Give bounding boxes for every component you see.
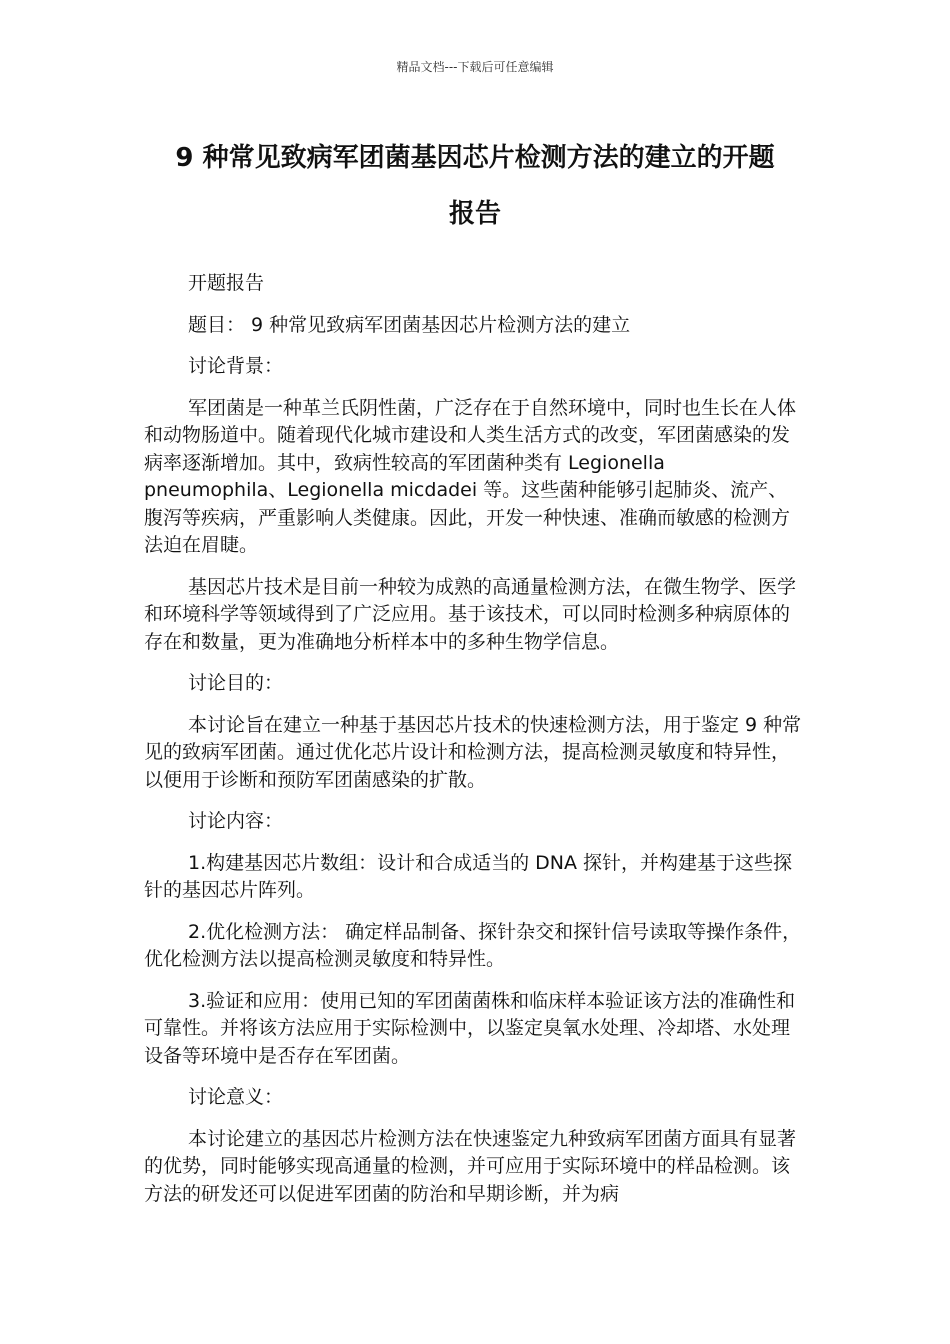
paragraph-content-2: 2.优化检测方法： 确定样品制备、探针杂交和探针信号读取等操作条件，优化检测方法以提高检测灵敏度和特异性。 <box>144 920 802 970</box>
section-label-background: 讨论背景： <box>188 355 284 377</box>
section-label-purpose: 讨论目的： <box>188 672 284 694</box>
document-body <box>144 270 806 1222</box>
title-line-2: 报告 <box>448 199 501 229</box>
paragraph-background-2: 基因芯片技术是目前一种较为成熟的高通量检测方法，在微生物学、医学和环境科学等领域得到了广泛应用。基于该技术，可以同时检测多种病原体的存在和数量，更为准确地分析样本中的多种生物学信息。 <box>144 575 797 653</box>
paragraph-topic: 题目： 9 种常见致病军团菌基因芯片检测方法的建立 <box>188 313 631 336</box>
paragraph-significance: 本讨论建立的基因芯片检测方法在快速鉴定九种致病军团菌方面具有显著的优势，同时能够实现高通量的检测，并可应用于实际环境中的样品检测。该方法的研发还可以促进军团菌的防治和早期诊断，并为病 <box>144 1127 797 1205</box>
paragraph-content-3: 3.验证和应用：使用已知的军团菌菌株和临床样本验证该方法的准确性和可靠性。并将该方法应用于实际检测中，以鉴定臭氧水处理、冷却塔、水处理设备等环境中是否存在军团菌。 <box>144 989 796 1067</box>
header-note: 精品文档---下载后可任意编辑 <box>396 60 554 74</box>
title-line-1: 9 种常见致病军团菌基因芯片检测方法的建立的开题 <box>175 143 775 173</box>
paragraph-purpose: 本讨论旨在建立一种基于基因芯片技术的快速检测方法，用于鉴定 9 种常见的致病军团菌。通过优化芯片设计和检测方法，提高检测灵敏度和特异性，以便用于诊断和预防军团菌感染的扩散。 <box>144 713 802 791</box>
paragraph-background-1: 军团菌是一种革兰氏阴性菌，广泛存在于自然环境中，同时也生长在人体和动物肠道中。随着现代化城市建设和人类生活方式的改变，军团菌感染的发病率逐渐增加。其中，致病性较高的军团菌种类有 Legionella pneumophila、Legionella micdadei 等。这些菌种能够引起肺炎、流产、腹泻等疾病，严重影响人类健康。因此，开发一种快速、准确而敏感的检测方法迫在眉睫。 <box>144 396 797 556</box>
paragraph-content-1: 1.构建基因芯片数组：设计和合成适当的 DNA 探针，并构建基于这些探针的基因芯片阵列。 <box>144 851 793 901</box>
section-label-content: 讨论内容： <box>188 810 284 832</box>
paragraph-heading: 开题报告 <box>188 272 265 294</box>
document-title <box>140 130 810 242</box>
section-label-significance: 讨论意义： <box>188 1086 284 1108</box>
